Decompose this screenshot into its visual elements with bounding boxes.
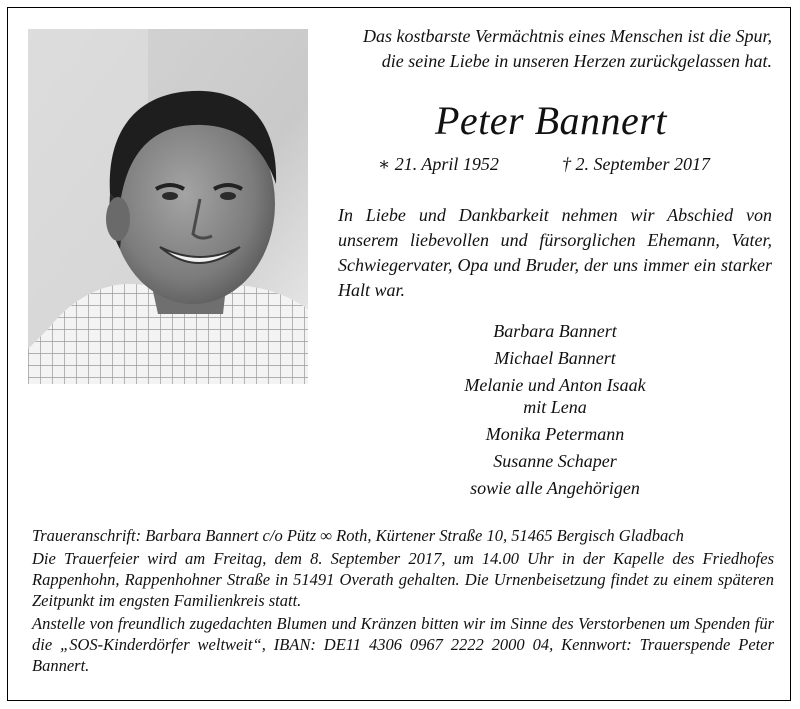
ceremony-info: Die Trauerfeier wird am Freitag, dem 8. September 2017, um 14.00 Uhr in der Kapelle des Friedhofes Rappenhohn, Rappenhohner Straße in 51491 Overath gehalten. Die Urnenbeisetzung findet zu einem späteren Zeitpunkt im engsten Familienkreis statt. bbox=[32, 549, 774, 610]
notices-section bbox=[32, 525, 774, 678]
farewell-text: In Liebe und Dankbarkeit nehmen wir Abschied von unserem liebevollen und fürsorglichen Ehemann, Vater, Schwiegervater, Opa und Bruder, der uns immer ein starker Halt war. bbox=[338, 205, 772, 300]
mourning-address: Traueranschrift: Barbara Bannert c/o Pütz ∞ Roth, Kürtener Straße 10, 51465 Bergisch Gladbach bbox=[32, 526, 684, 545]
donation-info: Anstelle von freundlich zugedachten Blumen und Kränzen bitten wir im Sinne des Verstorbenen um Spenden für die „SOS-Kinderdörfer weltweit“, IBAN: DE11 4306 0967 2222 2000 04, Kennwort: Trauerspende Peter Bannert. bbox=[32, 614, 774, 675]
motto-line-2: die seine Liebe in unseren Herzen zurückgelassen hat. bbox=[381, 51, 772, 71]
mourner-name: Michael Bannert bbox=[494, 348, 616, 368]
motto-line-1: Das kostbarste Vermächtnis eines Menschen ist die Spur, bbox=[363, 26, 772, 46]
deceased-name: Peter Bannert bbox=[435, 98, 667, 143]
motto-quote bbox=[330, 24, 772, 74]
mourner-name: Susanne Schaper bbox=[493, 451, 617, 471]
portrait-photo bbox=[28, 29, 308, 384]
mourner-name: Melanie und Anton Isaak bbox=[464, 375, 646, 395]
mourner-name: sowie alle Angehörigen bbox=[470, 478, 640, 498]
mourner-name-sub: mit Lena bbox=[523, 397, 587, 417]
death-date: † 2. September 2017 bbox=[562, 154, 710, 174]
birth-date: ∗ 21. April 1952 bbox=[378, 154, 499, 174]
mourner-name: Barbara Bannert bbox=[493, 321, 617, 341]
mourner-name: Monika Petermann bbox=[485, 424, 625, 444]
mourners-list bbox=[435, 320, 675, 504]
